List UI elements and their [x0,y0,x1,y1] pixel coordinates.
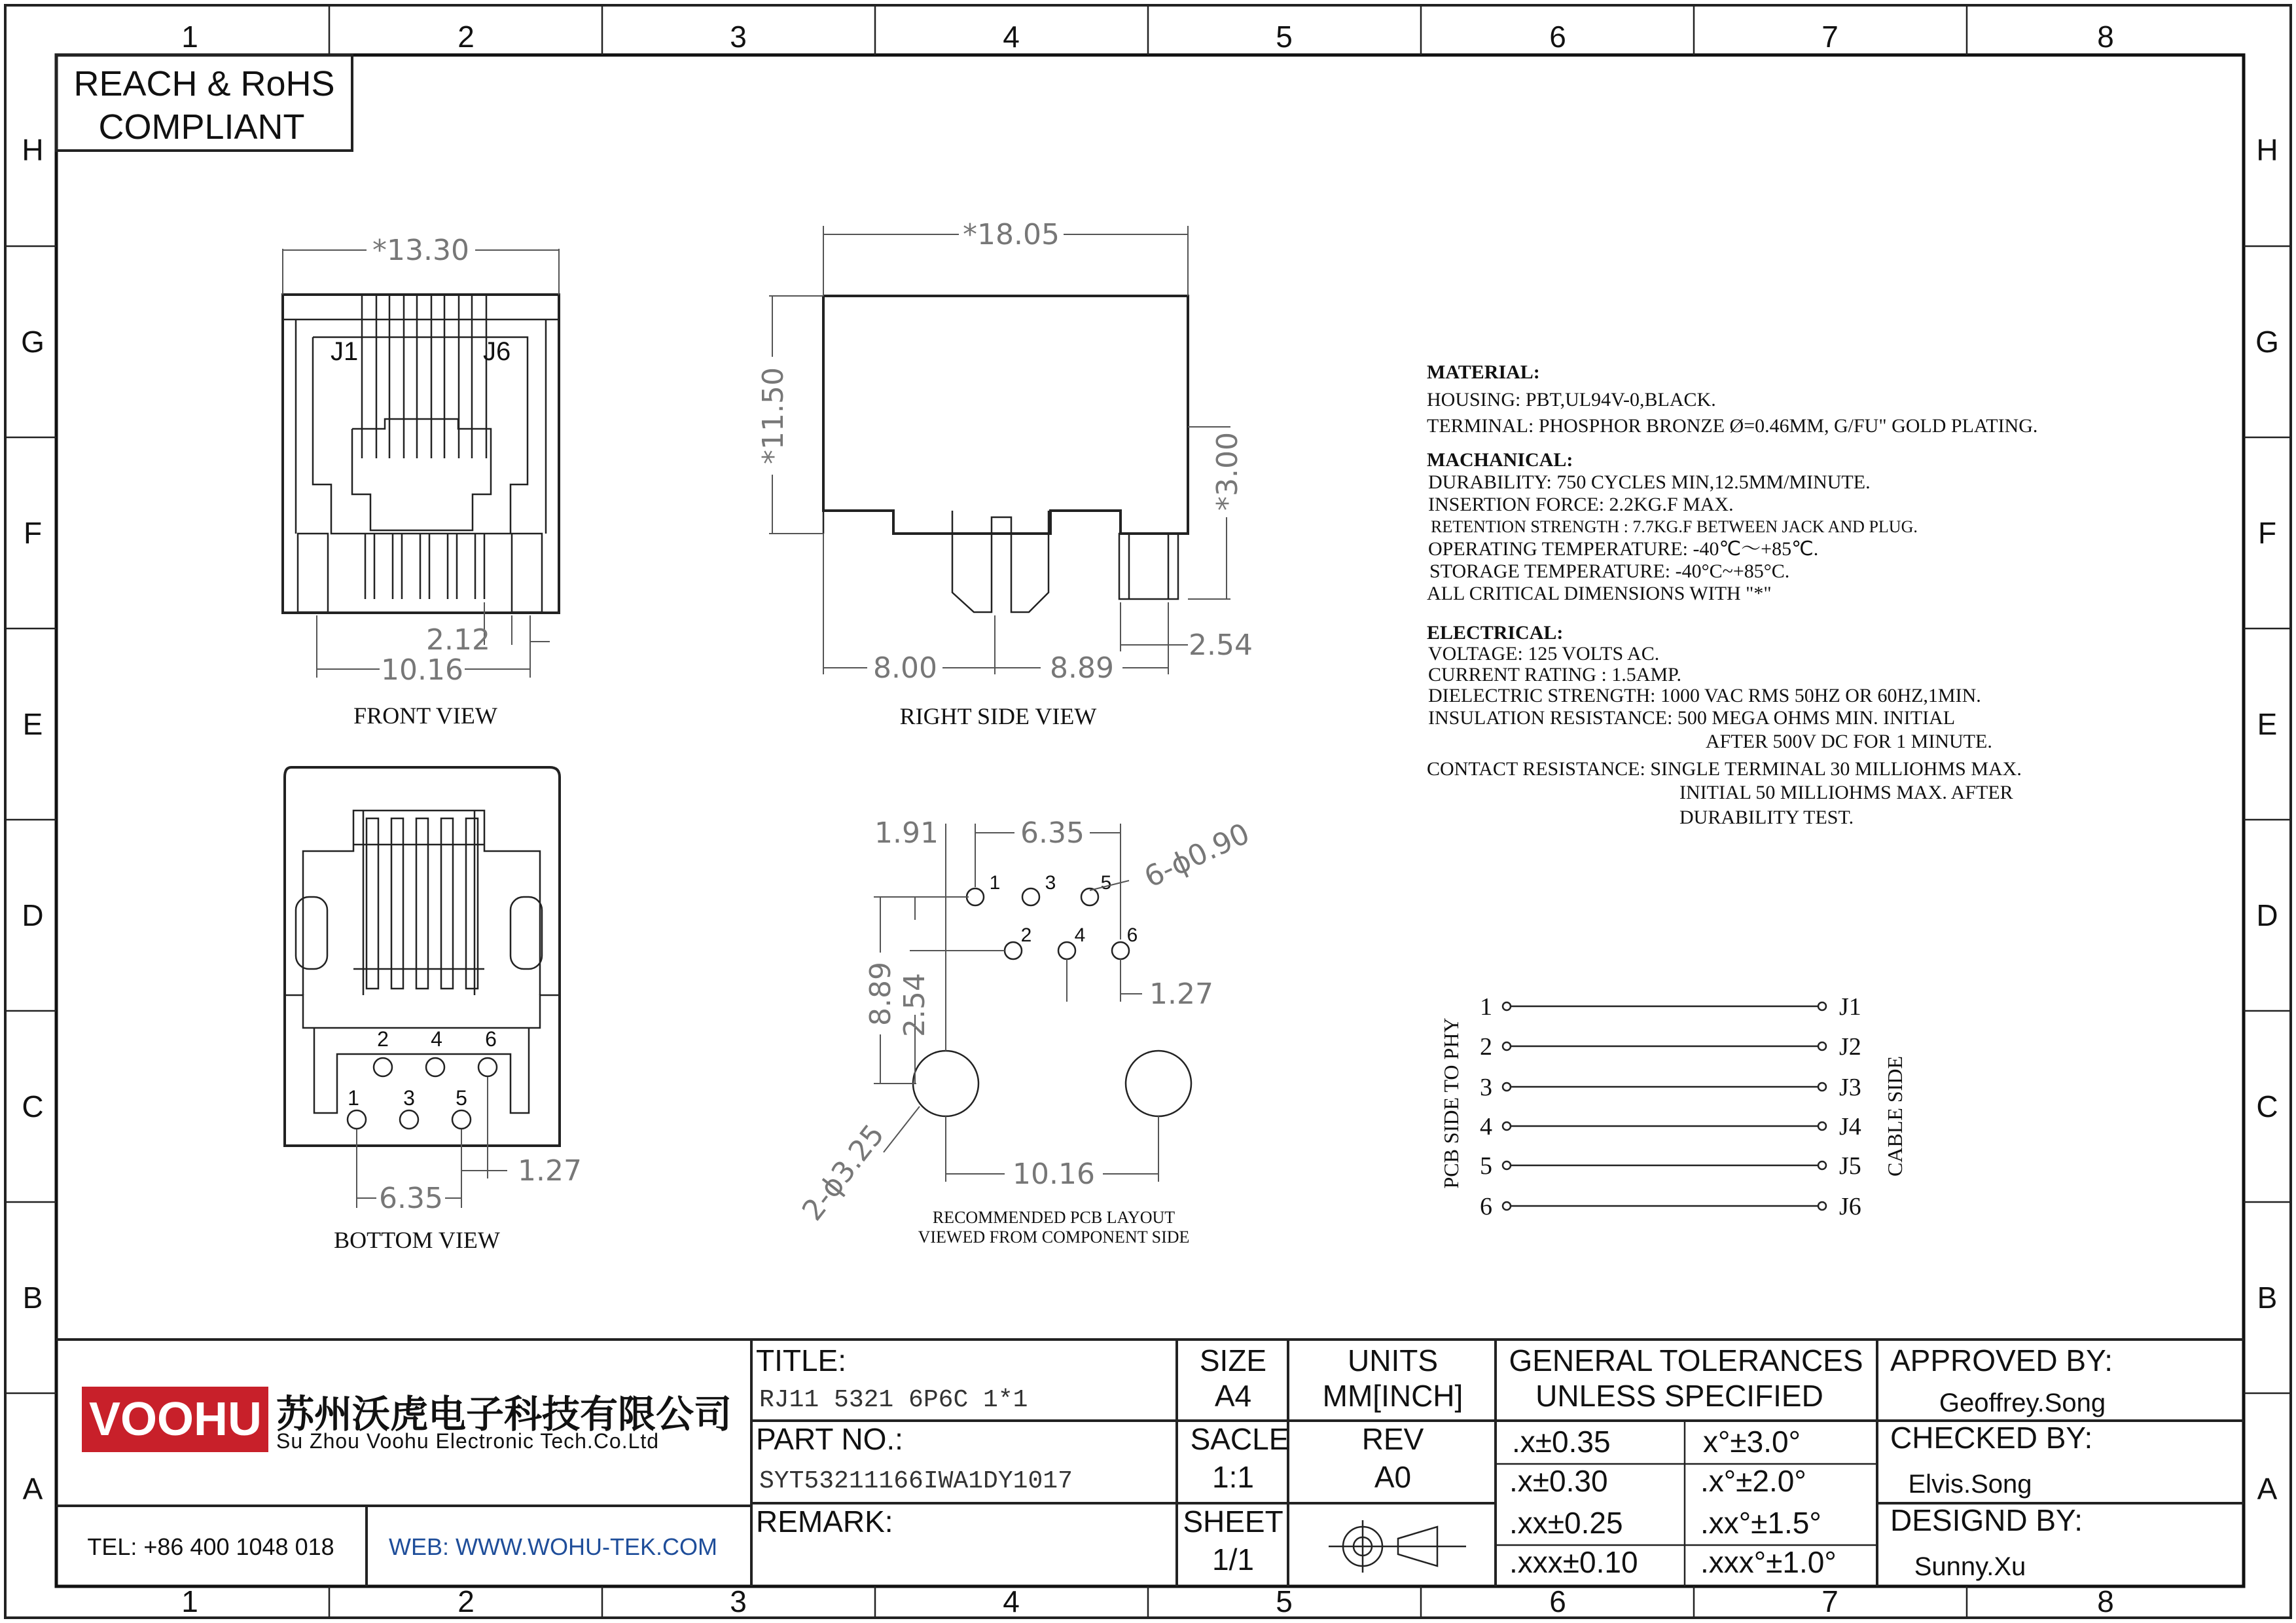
designed-value: Sunny.Xu [1914,1552,2026,1581]
units-label: UNITS [1348,1343,1438,1377]
pcb-label-1: RECOMMENDED PCB LAYOUT [932,1208,1175,1227]
front-dim-width: *13.30 [372,234,469,267]
right-dim-length: *18.05 [963,218,1060,251]
zone-row-a-right: A [2257,1472,2278,1506]
front-view-label: FRONT VIEW [353,702,497,729]
zone-col-3-bottom: 3 [730,1584,747,1618]
spec-material-1: HOUSING: PBT,UL94V-0,BLACK. [1427,389,1716,410]
zone-row-g: G [21,325,45,359]
wiring-left-label: PCB SIDE TO PHY [1439,1017,1463,1189]
zone-row-b: B [22,1281,43,1315]
zone-row-g-right: G [2255,325,2279,359]
approved-label: APPROVED BY: [1890,1343,2113,1377]
spec-mech-1: DURABILITY: 750 CYCLES MIN,12.5MM/MINUTE. [1428,471,1871,493]
front-dim-pitch: 2.12 [426,623,490,657]
zone-col-1: 1 [181,20,198,54]
zone-col-7: 7 [1821,20,1839,54]
zone-row-c: C [22,1089,44,1123]
wire-right-j6: J6 [1839,1193,1861,1220]
wire-right-j3: J3 [1839,1074,1861,1101]
zone-col-6-bottom: 6 [1549,1584,1566,1618]
zone-row-d-right: D [2256,898,2278,932]
spec-elec-5: AFTER 500V DC FOR 1 MINUTE. [1706,731,1992,752]
right-dim-c: 2.54 [1189,629,1253,662]
company-logo: VOOHU [88,1393,262,1446]
tolerance-title-2: UNLESS SPECIFIED [1535,1379,1823,1413]
projection-symbol-icon [1329,1520,1466,1573]
spec-mech-5: STORAGE TEMPERATURE: -40°C~+85°C. [1429,560,1790,582]
checked-label: CHECKED BY: [1890,1421,2093,1455]
zone-col-8: 8 [2097,20,2114,54]
zone-row-b-right: B [2257,1281,2278,1315]
front-dim-span: 10.16 [381,653,463,687]
title-label: TITLE: [756,1343,847,1377]
pcb-pin-6: 6 [1126,924,1138,946]
spec-elec-1: VOLTAGE: 125 VOLTS AC. [1428,643,1660,665]
sheet-label: SHEET [1183,1504,1283,1539]
approved-value: Geoffrey.Song [1939,1389,2106,1417]
pcb-label-2: VIEWED FROM COMPONENT SIDE [918,1228,1190,1247]
scale-value: 1:1 [1212,1460,1254,1494]
spec-mech-6: ALL CRITICAL DIMENSIONS WITH "*" [1427,583,1772,604]
wire-left-6: 6 [1480,1193,1492,1220]
sheet-value: 1/1 [1212,1542,1254,1577]
compliance-line-1: REACH & RoHS [73,64,335,103]
bottom-view [285,767,582,1253]
zone-col-6: 6 [1549,20,1566,54]
pcb-dim-post-hole: 2-ϕ3.25 [795,1118,891,1228]
front-pin-j1: J1 [331,337,359,366]
wire-left-4: 4 [1480,1113,1492,1140]
tol-linear-1: .x±0.35 [1512,1425,1611,1459]
specifications [1427,361,2037,828]
zone-col-2: 2 [457,20,475,54]
bottom-pin-3: 3 [403,1086,415,1110]
right-dim-post: *3.00 [1211,432,1244,511]
bottom-dim-span: 6.35 [379,1182,443,1215]
zone-col-5-bottom: 5 [1276,1584,1293,1618]
wire-right-j1: J1 [1839,993,1861,1021]
bottom-pin-6: 6 [485,1027,497,1051]
pcb-dim-hole: 6-ϕ0.90 [1139,816,1255,895]
size-label: SIZE [1199,1343,1267,1377]
right-dim-a: 8.00 [873,651,937,685]
right-side-view [757,218,1253,729]
tol-angle-3: .xx°±1.5° [1700,1506,1821,1540]
zone-col-3: 3 [730,20,747,54]
tol-angle-1: x°±3.0° [1703,1425,1801,1459]
pcb-layout [796,816,1255,1247]
pcb-pin-2: 2 [1020,924,1032,946]
size-value: A4 [1214,1379,1252,1413]
remark-label: REMARK: [756,1504,893,1539]
zone-col-2-bottom: 2 [457,1584,475,1618]
tol-linear-4: .xxx±0.10 [1509,1545,1638,1579]
company-name-cn: 苏州沃虎电子科技有限公司 [276,1393,732,1436]
pcb-pin-3: 3 [1045,872,1056,894]
spec-elec-4: INSULATION RESISTANCE: 500 MEGA OHMS MIN. INITIAL [1428,707,1956,729]
zone-row-a: A [22,1472,43,1506]
right-dim-height: *11.50 [757,367,790,464]
wire-right-j4: J4 [1839,1113,1861,1140]
front-view [283,234,559,729]
spec-elec-6: CONTACT RESISTANCE: SINGLE TERMINAL 30 MILLIOHMS MAX. [1427,758,2022,780]
part-value: SYT53211166IWA1DY1017 [759,1467,1073,1495]
spec-mech-2: INSERTION FORCE: 2.2KG.F MAX. [1428,494,1734,515]
bottom-dim-pitch: 1.27 [518,1154,582,1188]
zone-row-e-right: E [2257,707,2278,741]
title-block [56,1340,2244,1586]
wire-right-j2: J2 [1839,1033,1861,1061]
spec-mechanical-title: MACHANICAL: [1427,449,1573,471]
tol-linear-3: .xx±0.25 [1509,1506,1623,1540]
right-view-label: RIGHT SIDE VIEW [899,703,1097,729]
right-dim-b: 8.89 [1050,651,1114,685]
spec-mech-3: RETENTION STRENGTH : 7.7KG.F BETWEEN JACK AND PLUG. [1431,517,1918,536]
spec-elec-2: CURRENT RATING : 1.5AMP. [1428,664,1681,685]
title-value: RJ11 5321 6P6C 1*1 [759,1386,1028,1414]
scale-label: SACLE [1190,1422,1289,1456]
wire-left-3: 3 [1480,1074,1492,1101]
zone-row-f-right: F [2257,516,2277,550]
part-label: PART NO.: [756,1422,903,1456]
compliance-line-2: COMPLIANT [98,107,305,147]
pcb-dim-row-pitch: 2.54 [898,973,931,1037]
spec-electrical-title: ELECTRICAL: [1427,622,1564,644]
zone-row-h-right: H [2256,133,2278,167]
units-value: MM[INCH] [1322,1379,1463,1413]
rev-label: REV [1361,1422,1424,1456]
tolerance-title-1: GENERAL TOLERANCES [1509,1343,1863,1377]
bottom-view-label: BOTTOM VIEW [334,1227,500,1253]
tol-angle-4: .xxx°±1.0° [1700,1545,1837,1579]
company-name-en: Su Zhou Voohu Electronic Tech.Co.Ltd [276,1429,660,1453]
front-pin-j6: J6 [483,337,511,366]
pcb-dim-row-offset: 8.89 [864,962,897,1026]
company-tel: TEL: +86 400 1048 018 [87,1533,334,1560]
spec-elec-8: DURABILITY TEST. [1679,807,1854,828]
spec-elec-3: DIELECTRIC STRENGTH: 1000 VAC RMS 50HZ OR 60HZ,1MIN. [1428,685,1981,706]
zone-col-8-bottom: 8 [2097,1584,2114,1618]
zone-row-h: H [22,133,44,167]
zone-col-1-bottom: 1 [181,1584,198,1618]
checked-value: Elvis.Song [1908,1470,2032,1499]
pcb-dim-stagger: 1.27 [1149,977,1213,1011]
wire-right-j5: J5 [1839,1152,1861,1180]
wire-left-1: 1 [1480,993,1492,1021]
zone-col-4-bottom: 4 [1003,1584,1020,1618]
spec-material-2: TERMINAL: PHOSPHOR BRONZE Ø=0.46MM, G/FU" GOLD PLATING. [1427,415,2038,437]
tol-linear-2: .x±0.30 [1509,1464,1608,1498]
wire-left-5: 5 [1480,1152,1492,1180]
zone-row-d: D [22,898,44,932]
bottom-pin-4: 4 [431,1027,442,1051]
pcb-dim-offset: 1.91 [874,816,939,850]
zone-row-e: E [22,707,43,741]
bottom-pin-5: 5 [456,1086,467,1110]
bottom-pin-1: 1 [348,1086,359,1110]
pcb-pin-1: 1 [989,872,1001,894]
wiring-right-label: CABLE SIDE [1883,1056,1907,1176]
pcb-pin-5: 5 [1100,872,1112,894]
zone-col-7-bottom: 7 [1821,1584,1839,1618]
spec-mech-4: OPERATING TEMPERATURE: -40℃～+85℃. [1428,538,1819,560]
zone-col-5: 5 [1276,20,1293,54]
company-web: WEB: WWW.WOHU-TEK.COM [389,1533,717,1560]
rev-value: A0 [1374,1460,1412,1494]
zone-row-c-right: C [2256,1089,2278,1123]
zone-col-4: 4 [1003,20,1020,54]
wiring-diagram [1439,993,1907,1220]
bottom-pin-2: 2 [377,1027,389,1051]
pcb-pin-4: 4 [1074,924,1086,946]
pcb-dim-pitch: 6.35 [1020,816,1085,850]
spec-material-title: MATERIAL: [1427,361,1540,383]
wire-left-2: 2 [1480,1033,1492,1061]
tol-angle-2: .x°±2.0° [1700,1464,1806,1498]
spec-elec-7: INITIAL 50 MILLIOHMS MAX. AFTER [1679,782,2013,803]
pcb-dim-post-span: 10.16 [1013,1158,1095,1191]
zone-row-f: F [23,516,43,550]
designed-label: DESIGND BY: [1890,1503,2083,1537]
